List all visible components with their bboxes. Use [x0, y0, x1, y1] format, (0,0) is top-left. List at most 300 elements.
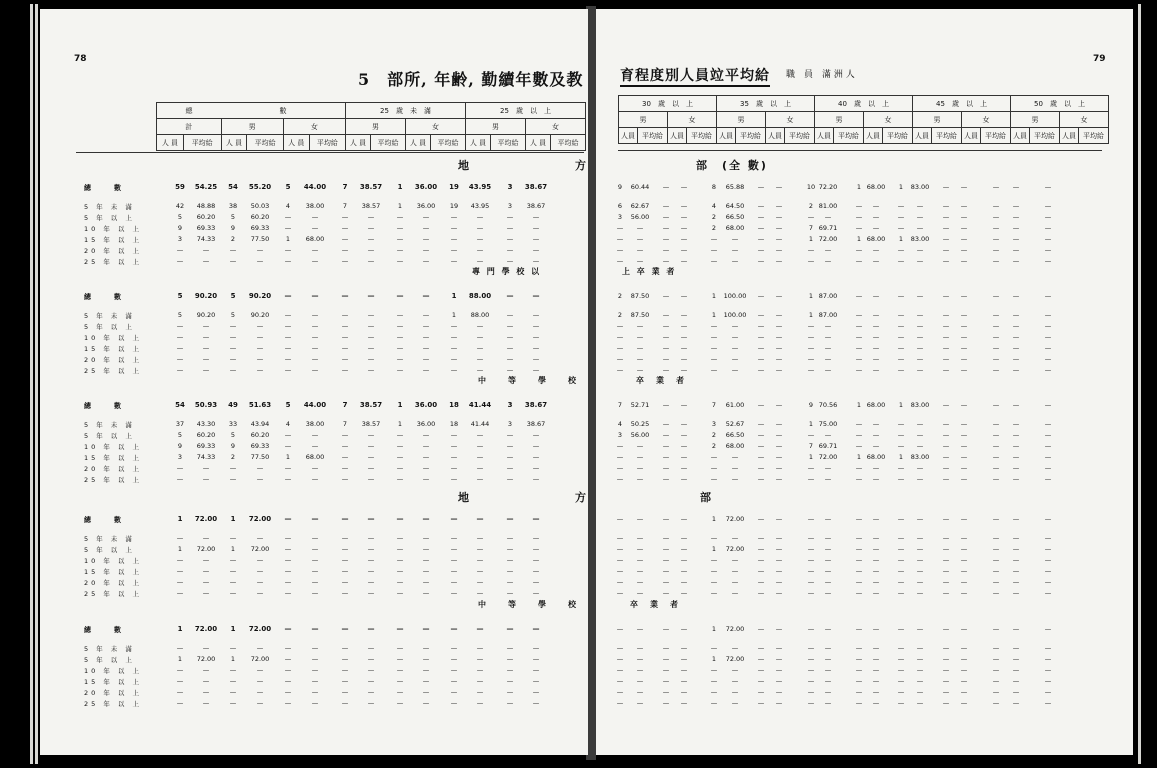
table-cell: 81.00: [818, 202, 838, 210]
table-cell: —: [1012, 355, 1020, 363]
table-row: [616, 246, 1106, 256]
table-cell: —: [960, 655, 968, 663]
table-cell: —: [960, 515, 968, 523]
table-cell: —: [942, 292, 950, 300]
table-cell: —: [1012, 442, 1020, 450]
table-cell: —: [897, 556, 905, 564]
table-cell: —: [855, 567, 863, 575]
table-cell: —: [775, 589, 783, 597]
table-cell: —: [897, 655, 905, 663]
table-cell: —: [807, 578, 815, 586]
table-cell: —: [992, 355, 1000, 363]
table-cell: —: [532, 311, 540, 319]
table-cell: —: [897, 366, 905, 374]
table-cell: 83.00: [910, 401, 930, 409]
table-cell: 2: [711, 224, 717, 232]
row-label: 15 年 以 上: [84, 236, 142, 244]
table-cell: —: [680, 567, 688, 575]
table-row: [616, 666, 1106, 676]
table-cell: 1: [230, 625, 236, 633]
table-cell: —: [532, 655, 540, 663]
table-cell: —: [202, 355, 210, 363]
table-cell: —: [396, 355, 404, 363]
table-cell: —: [872, 545, 880, 553]
table-cell: 2: [230, 453, 236, 461]
table-row: [84, 677, 584, 687]
table-cell: —: [396, 344, 404, 352]
table-cell: —: [992, 344, 1000, 352]
table-cell: —: [202, 464, 210, 472]
table-cell: —: [284, 699, 292, 707]
table-cell: —: [897, 625, 905, 633]
header-cell: 平均給: [736, 128, 766, 144]
table-cell: —: [757, 453, 765, 461]
table-cell: 1: [711, 515, 717, 523]
table-cell: 72.20: [818, 183, 838, 191]
table-cell: —: [341, 515, 349, 523]
table-cell: —: [476, 515, 484, 523]
table-cell: —: [807, 677, 815, 685]
table-cell: 52.71: [630, 401, 650, 409]
row-label: 5 年 未 滿: [84, 645, 135, 653]
table-cell: —: [396, 567, 404, 575]
table-cell: —: [284, 545, 292, 553]
header-cell: 女: [283, 119, 345, 135]
table-cell: —: [942, 625, 950, 633]
table-cell: —: [824, 644, 832, 652]
table-cell: —: [872, 344, 880, 352]
table-cell: —: [1012, 699, 1020, 707]
table-cell: —: [897, 666, 905, 674]
table-cell: 1: [177, 625, 183, 633]
table-cell: —: [916, 545, 924, 553]
table-cell: —: [229, 567, 237, 575]
table-cell: —: [506, 677, 514, 685]
table-cell: —: [807, 666, 815, 674]
table-cell: —: [807, 589, 815, 597]
table-cell: —: [710, 567, 718, 575]
table-cell: —: [662, 292, 670, 300]
table-cell: —: [680, 322, 688, 330]
table-cell: 64.50: [725, 202, 745, 210]
table-cell: —: [916, 644, 924, 652]
table-cell: —: [616, 677, 624, 685]
table-cell: —: [636, 246, 644, 254]
table-cell: —: [807, 475, 815, 483]
table-cell: —: [731, 235, 739, 243]
table-cell: —: [396, 322, 404, 330]
table-cell: —: [824, 556, 832, 564]
table-cell: —: [992, 213, 1000, 221]
table-cell: —: [450, 355, 458, 363]
table-cell: —: [284, 644, 292, 652]
table-cell: 42: [175, 202, 185, 210]
table-cell: —: [450, 699, 458, 707]
table-cell: —: [341, 699, 349, 707]
table-row: [616, 464, 1106, 474]
table-cell: 62.67: [630, 202, 650, 210]
table-cell: 36.00: [416, 202, 436, 210]
table-cell: 1: [230, 545, 236, 553]
table-cell: —: [731, 453, 739, 461]
table-cell: —: [636, 545, 644, 553]
table-cell: —: [311, 355, 319, 363]
table-cell: —: [341, 213, 349, 221]
header-cell: 女: [668, 112, 717, 128]
table-cell: —: [422, 545, 430, 553]
table-cell: —: [1012, 235, 1020, 243]
row-label: 10 年 以 上: [84, 557, 142, 565]
table-cell: —: [662, 322, 670, 330]
table-cell: —: [396, 311, 404, 319]
table-cell: —: [757, 644, 765, 652]
table-cell: —: [1044, 333, 1052, 341]
table-cell: —: [960, 677, 968, 685]
table-cell: —: [710, 333, 718, 341]
table-cell: —: [662, 355, 670, 363]
row-label: 10 年 以 上: [84, 334, 142, 342]
table-cell: —: [680, 257, 688, 265]
table-cell: —: [872, 515, 880, 523]
table-cell: —: [341, 292, 349, 300]
table-cell: —: [176, 567, 184, 575]
table-cell: —: [855, 202, 863, 210]
table-cell: 43.95: [470, 202, 490, 210]
table-cell: —: [1044, 677, 1052, 685]
table-cell: —: [757, 257, 765, 265]
table-cell: —: [616, 644, 624, 652]
table-cell: —: [256, 589, 264, 597]
table-cell: —: [616, 578, 624, 586]
table-cell: 2: [617, 292, 623, 300]
table-cell: —: [855, 292, 863, 300]
table-cell: 1: [856, 401, 862, 409]
table-cell: —: [916, 688, 924, 696]
table-cell: —: [775, 344, 783, 352]
table-cell: —: [731, 589, 739, 597]
row-label: 15 年 以 上: [84, 568, 142, 576]
table-cell: —: [450, 666, 458, 674]
header-cell: 數: [221, 103, 346, 119]
table-cell: —: [341, 578, 349, 586]
page-number: 79: [1093, 54, 1106, 64]
table-cell: —: [367, 666, 375, 674]
table-cell: —: [341, 625, 349, 633]
table-cell: —: [855, 578, 863, 586]
table-cell: —: [506, 688, 514, 696]
table-cell: —: [506, 545, 514, 553]
table-cell: —: [476, 644, 484, 652]
table-row: [616, 567, 1106, 577]
table-cell: —: [367, 344, 375, 352]
table-cell: —: [757, 333, 765, 341]
table-cell: —: [367, 366, 375, 374]
table-cell: —: [506, 666, 514, 674]
table-cell: —: [872, 333, 880, 341]
table-cell: —: [202, 333, 210, 341]
table-cell: —: [680, 344, 688, 352]
table-cell: —: [256, 699, 264, 707]
table-cell: —: [824, 666, 832, 674]
table-cell: 1: [856, 183, 862, 191]
table-cell: —: [341, 333, 349, 341]
table-cell: —: [1012, 515, 1020, 523]
table-cell: —: [942, 453, 950, 461]
table-cell: —: [757, 699, 765, 707]
table-cell: —: [662, 235, 670, 243]
table-cell: —: [855, 344, 863, 352]
table-cell: —: [450, 431, 458, 439]
table-cell: —: [824, 246, 832, 254]
table-cell: —: [775, 420, 783, 428]
table-cell: —: [680, 534, 688, 542]
table-cell: —: [476, 366, 484, 374]
table-cell: —: [176, 333, 184, 341]
header-cell: 25 歲 未 滿: [346, 103, 466, 119]
table-cell: —: [341, 322, 349, 330]
table-cell: —: [256, 355, 264, 363]
table-cell: 77.50: [250, 453, 270, 461]
header-cell: 平均給: [1079, 128, 1109, 144]
table-row: [84, 213, 584, 223]
table-row: [84, 699, 584, 709]
header-cell: 30 歲 以 上: [619, 96, 717, 112]
table-cell: —: [916, 589, 924, 597]
table-cell: —: [1044, 442, 1052, 450]
table-cell: —: [992, 515, 1000, 523]
table-row: [616, 333, 1106, 343]
table-cell: —: [422, 556, 430, 564]
table-cell: 5: [230, 431, 236, 439]
table-cell: —: [396, 292, 404, 300]
table-cell: —: [229, 344, 237, 352]
table-cell: —: [662, 567, 670, 575]
table-cell: —: [897, 578, 905, 586]
table-cell: 87.50: [630, 292, 650, 300]
table-cell: —: [636, 453, 644, 461]
table-cell: —: [396, 475, 404, 483]
table-cell: —: [960, 202, 968, 210]
table-cell: —: [476, 655, 484, 663]
table-cell: —: [1044, 625, 1052, 633]
table-cell: —: [942, 655, 950, 663]
table-cell: —: [202, 589, 210, 597]
table-cell: —: [757, 420, 765, 428]
table-cell: —: [680, 183, 688, 191]
table-cell: —: [731, 567, 739, 575]
table-cell: —: [680, 224, 688, 232]
table-cell: 68.00: [725, 224, 745, 232]
table-cell: 3: [617, 213, 623, 221]
header-cell: 平均給: [1030, 128, 1060, 144]
header-cell: 人員: [864, 128, 883, 144]
table-cell: —: [450, 688, 458, 696]
table-cell: —: [807, 625, 815, 633]
table-cell: —: [992, 589, 1000, 597]
table-cell: —: [616, 344, 624, 352]
table-cell: —: [960, 257, 968, 265]
table-cell: 1: [177, 515, 183, 523]
table-row: [616, 644, 1106, 654]
table-cell: —: [256, 322, 264, 330]
table-cell: —: [450, 322, 458, 330]
table-cell: —: [807, 257, 815, 265]
table-row: [84, 475, 584, 485]
table-cell: —: [757, 589, 765, 597]
row-label: 總 數: [84, 516, 124, 524]
table-cell: —: [422, 311, 430, 319]
table-cell: —: [202, 322, 210, 330]
table-cell: —: [960, 366, 968, 374]
table-cell: —: [662, 453, 670, 461]
table-row: [84, 644, 584, 654]
table-cell: 3: [617, 431, 623, 439]
table-cell: —: [396, 464, 404, 472]
table-cell: —: [450, 464, 458, 472]
table-cell: —: [284, 556, 292, 564]
table-cell: —: [367, 625, 375, 633]
table-cell: —: [476, 534, 484, 542]
header-cell: 平均給: [834, 128, 864, 144]
table-cell: —: [992, 292, 1000, 300]
table-cell: —: [992, 442, 1000, 450]
page-subtitle: 職 員 滿 洲 人: [786, 70, 855, 80]
table-cell: —: [731, 578, 739, 586]
table-cell: —: [960, 183, 968, 191]
header-cell: 人員: [815, 128, 834, 144]
table-cell: —: [872, 202, 880, 210]
table-cell: —: [960, 556, 968, 564]
table-cell: —: [636, 534, 644, 542]
row-label: 10 年 以 上: [84, 443, 142, 451]
table-cell: —: [506, 333, 514, 341]
table-cell: —: [942, 464, 950, 472]
table-cell: —: [662, 202, 670, 210]
table-cell: —: [1012, 257, 1020, 265]
table-cell: —: [636, 257, 644, 265]
table-cell: —: [311, 344, 319, 352]
row-label: 20 年 以 上: [84, 465, 142, 473]
table-cell: —: [775, 515, 783, 523]
table-cell: —: [422, 464, 430, 472]
table-cell: —: [942, 556, 950, 564]
table-cell: 4: [711, 202, 717, 210]
table-cell: —: [311, 431, 319, 439]
table-cell: —: [662, 515, 670, 523]
table-cell: —: [662, 655, 670, 663]
table-cell: —: [616, 589, 624, 597]
table-row: [616, 344, 1106, 354]
table-cell: —: [731, 666, 739, 674]
table-cell: —: [396, 534, 404, 542]
table-row: [84, 688, 584, 698]
table-cell: —: [775, 333, 783, 341]
table-cell: —: [341, 431, 349, 439]
table-cell: 72.00: [248, 625, 272, 633]
table-cell: —: [311, 567, 319, 575]
table-cell: —: [855, 322, 863, 330]
table-cell: —: [731, 246, 739, 254]
table-cell: —: [1012, 311, 1020, 319]
table-cell: —: [311, 534, 319, 542]
table-cell: —: [662, 545, 670, 553]
table-cell: 1: [711, 625, 717, 633]
table-cell: —: [616, 453, 624, 461]
table-cell: —: [680, 589, 688, 597]
table-cell: —: [636, 644, 644, 652]
table-row: [616, 420, 1106, 430]
table-cell: —: [992, 699, 1000, 707]
table-cell: 75.00: [818, 420, 838, 428]
table-cell: —: [1044, 556, 1052, 564]
table-cell: 69.33: [196, 442, 216, 450]
table-cell: —: [284, 224, 292, 232]
table-cell: 7: [342, 202, 348, 210]
table-cell: —: [367, 644, 375, 652]
table-cell: —: [775, 464, 783, 472]
table-cell: —: [992, 464, 1000, 472]
table-row: [616, 442, 1106, 452]
table-cell: —: [872, 464, 880, 472]
table-cell: —: [367, 578, 375, 586]
table-row: [84, 589, 584, 599]
table-cell: —: [202, 257, 210, 265]
table-cell: —: [775, 578, 783, 586]
table-cell: —: [731, 644, 739, 652]
table-cell: —: [731, 699, 739, 707]
row-label: 總 數: [84, 626, 124, 634]
table-cell: —: [872, 311, 880, 319]
header-cell: 平均給: [785, 128, 815, 144]
row-label: 25 年 以 上: [84, 476, 142, 484]
table-row: [616, 183, 1106, 193]
table-cell: —: [824, 677, 832, 685]
table-cell: —: [367, 355, 375, 363]
table-cell: —: [616, 333, 624, 341]
table-cell: —: [757, 235, 765, 243]
total-row: [84, 401, 584, 411]
table-cell: —: [506, 589, 514, 597]
table-cell: 68.00: [866, 401, 886, 409]
table-cell: —: [1012, 464, 1020, 472]
table-cell: —: [532, 699, 540, 707]
table-cell: —: [897, 420, 905, 428]
table-cell: —: [710, 344, 718, 352]
header-cell: 平均給: [491, 135, 526, 151]
header-cell: 男: [346, 119, 406, 135]
table-cell: —: [1012, 333, 1020, 341]
table-cell: —: [532, 625, 540, 633]
table-cell: —: [824, 578, 832, 586]
table-cell: —: [636, 567, 644, 575]
table-row: [84, 578, 584, 588]
table-cell: 52.67: [725, 420, 745, 428]
table-cell: —: [680, 625, 688, 633]
header-cell: 總: [157, 103, 222, 119]
table-cell: —: [311, 625, 319, 633]
table-cell: 4: [285, 420, 291, 428]
table-cell: —: [872, 578, 880, 586]
table-cell: —: [284, 625, 292, 633]
table-row: [616, 545, 1106, 555]
table-cell: —: [422, 534, 430, 542]
table-cell: —: [311, 545, 319, 553]
table-cell: 38.57: [361, 202, 381, 210]
table-cell: —: [916, 213, 924, 221]
table-cell: —: [680, 366, 688, 374]
table-cell: —: [450, 224, 458, 232]
table-cell: —: [916, 224, 924, 232]
